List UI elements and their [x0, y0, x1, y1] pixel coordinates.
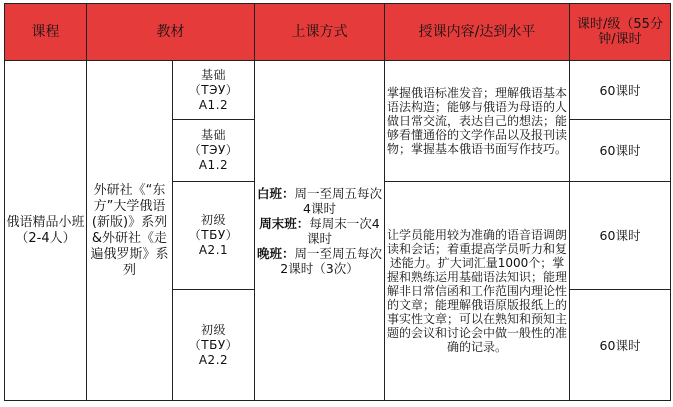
hours-cell [570, 61, 671, 120]
header-textbook: 教材 [87, 4, 255, 61]
content-elementary-cell [385, 182, 570, 401]
textbook-name: 外研社《“东方”大学俄语(新版)》系列&外研社《走遍俄罗斯》系列 [90, 182, 169, 278]
hours-cell [570, 120, 671, 182]
weekday-label: 白班： [256, 185, 295, 201]
level-code: （ТБУ） [188, 337, 239, 352]
level-sub: A1.2 [198, 97, 229, 112]
header-method: 上课方式 [255, 4, 385, 61]
header-content: 授课内容/达到水平 [385, 4, 570, 61]
evening-text: 周一至周五每次2课时（3次） [280, 245, 383, 276]
level-name: 初级 [200, 322, 226, 337]
level-sub: A1.2 [198, 158, 229, 172]
content-basic-cell [385, 61, 570, 182]
level-code: （ТЭУ） [188, 143, 239, 157]
evening-label: 晚班： [256, 245, 295, 261]
course-name: 俄语精品小班（2-4人） [6, 214, 85, 246]
level-name: 基础 [200, 67, 226, 82]
level-code: （ТБУ） [188, 228, 239, 242]
method-cell [255, 61, 385, 401]
level-sub: A2.2 [198, 352, 229, 367]
content-basic: 掌握俄语标准发音；理解俄语基本语法构造；能够与俄语为母语的人做日常交流，表达自己的想法；能够看懂通俗的文学作品以及报刊读物；掌握基本俄语书面写作技巧。 [386, 86, 567, 156]
hours-value: 60课时 [599, 143, 641, 158]
table-row [5, 61, 671, 120]
hours-value: 60课时 [599, 82, 641, 98]
level-cell [173, 182, 255, 290]
level-cell [173, 61, 255, 120]
level-code: （ТЭУ） [188, 82, 239, 97]
header-hours: 课时/级（55分钟/课时 [570, 4, 671, 61]
header-row [5, 4, 671, 61]
textbook-cell [87, 61, 173, 401]
hours-cell [570, 182, 671, 290]
hours-value: 60课时 [599, 228, 641, 243]
hours-cell [570, 290, 671, 401]
level-sub: A2.1 [198, 243, 229, 257]
weekend-text: 每周末一次4课时 [306, 215, 380, 246]
course-table [4, 3, 671, 401]
level-name: 初级 [200, 213, 226, 227]
header-course: 课程 [5, 4, 87, 61]
weekday-text: 周一至周五每次4课时 [294, 185, 383, 216]
course-name-cell [5, 61, 87, 401]
hours-value: 60课时 [599, 337, 641, 353]
level-name: 基础 [200, 128, 226, 142]
weekend-label: 周末班： [259, 215, 310, 231]
level-cell [173, 290, 255, 401]
level-cell [173, 120, 255, 182]
content-elementary: 让学员能用较为准确的语音语调朗读和会话；着重提高学员听力和复述能力。扩大词汇量1000个；掌握和熟练运用基础语法知识；能理解非日常信函和工作范围内理论性的文章；能理解俄语原版报纸上的事实性文章；可以在熟知和预知主题的会议和讨论会中做一般性的准确的记录。 [386, 228, 567, 354]
